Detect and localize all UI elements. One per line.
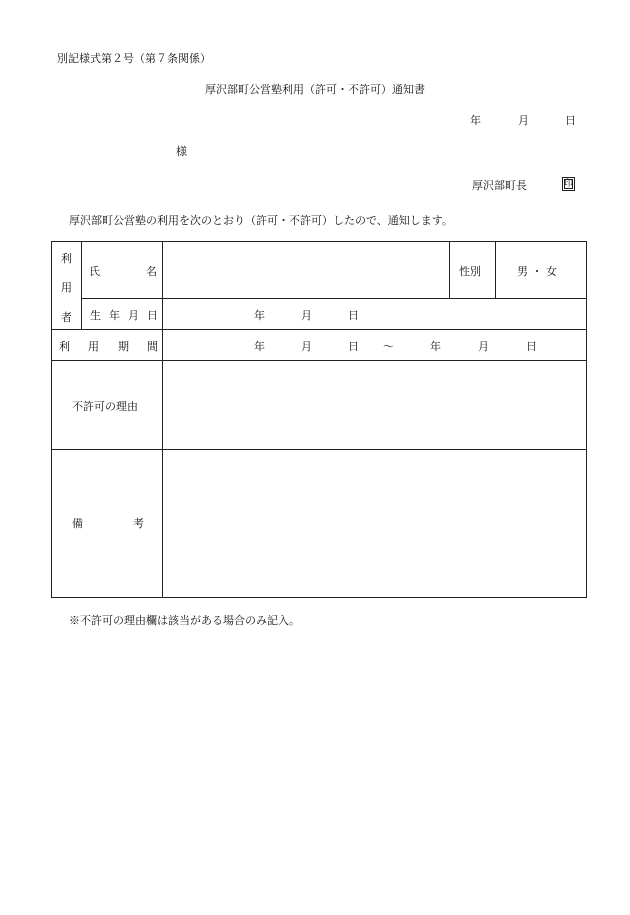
col-divider-user [81, 242, 82, 329]
col-divider-gender-label [449, 242, 450, 298]
rejection-reason-input-field[interactable] [163, 361, 586, 449]
birthdate-input-field[interactable] [163, 299, 586, 329]
footnote: ※不許可の理由欄は該当がある場合のみ記入。 [69, 614, 300, 627]
period-label-char-1: 利 [59, 340, 70, 353]
period-label-char-2: 用 [88, 340, 99, 353]
period-start-year-unit: 年 [254, 340, 265, 353]
user-label-char-1: 利 [61, 252, 72, 265]
date-month-label: 月 [518, 114, 529, 127]
period-end-month-unit: 月 [478, 340, 489, 353]
birthdate-month-unit: 月 [301, 309, 312, 322]
name-input-field[interactable] [163, 242, 449, 298]
period-label-char-3: 期 [118, 340, 129, 353]
period-start-day-unit: 日 [348, 340, 359, 353]
issuer-name: 厚沢部町長 [472, 179, 527, 192]
notice-body-text: 厚沢部町公営塾の利用を次のとおり（許可・不許可）したので、通知します。 [69, 214, 453, 227]
period-end-day-unit: 日 [526, 340, 537, 353]
gender-label: 性別 [459, 265, 481, 278]
period-start-month-unit: 月 [301, 340, 312, 353]
birthdate-year-unit: 年 [254, 309, 265, 322]
remarks-label-char-1: 備 [72, 517, 83, 530]
period-end-year-unit: 年 [430, 340, 441, 353]
remarks-label-char-2: 考 [133, 517, 144, 530]
birthdate-label-char-4: 日 [147, 309, 158, 322]
name-label-char-1: 氏 [89, 265, 100, 278]
remarks-input-field[interactable] [163, 450, 586, 597]
addressee-suffix: 様 [176, 145, 187, 158]
gender-options[interactable]: 男 ・ 女 [517, 265, 557, 278]
permission-form-table [51, 241, 587, 598]
birthdate-label-char-2: 年 [109, 309, 120, 322]
period-tilde: ～ [383, 340, 394, 353]
period-label-char-4: 間 [147, 340, 158, 353]
document-title: 厚沢部町公営塾利用（許可・不許可）通知書 [205, 83, 425, 96]
date-day-label: 日 [565, 114, 576, 127]
birthdate-day-unit: 日 [348, 309, 359, 322]
user-label-char-3: 者 [61, 311, 72, 324]
birthdate-label-char-3: 月 [128, 309, 139, 322]
form-number: 別記様式第２号（第７条関係） [57, 52, 211, 65]
seal-stamp [562, 177, 575, 191]
name-label-char-2: 名 [146, 265, 157, 278]
seal-mark: 印 [563, 179, 573, 189]
period-input-field[interactable] [163, 330, 586, 360]
rejection-reason-label: 不許可の理由 [72, 400, 138, 413]
birthdate-label-char-1: 生 [90, 309, 101, 322]
col-divider-gender-value [495, 242, 496, 298]
user-label-char-2: 用 [61, 281, 72, 294]
date-year-label: 年 [470, 114, 481, 127]
